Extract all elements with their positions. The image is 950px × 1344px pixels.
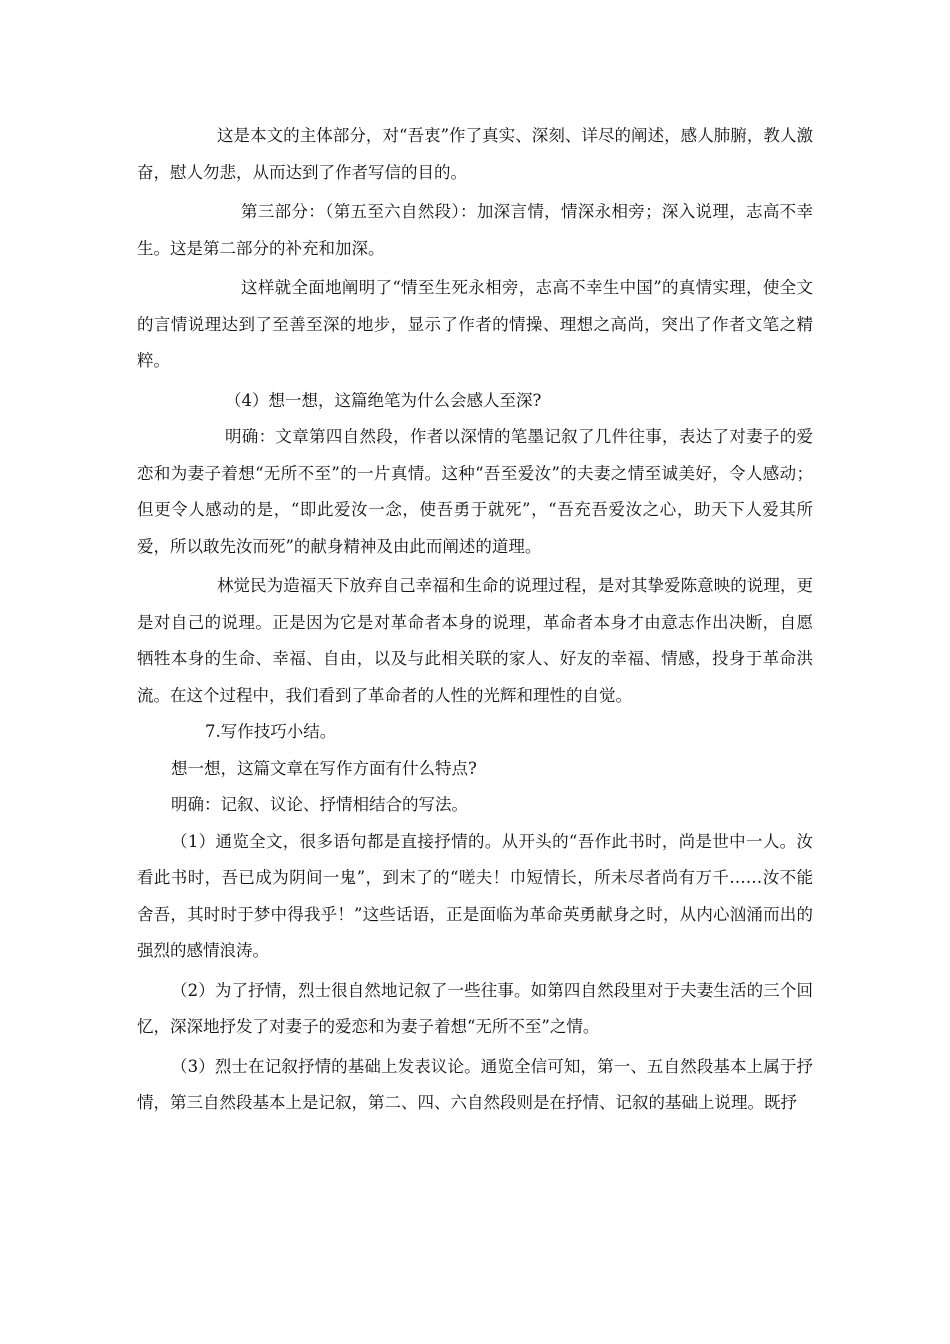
question-writing: 想一想，这篇文章在写作方面有什么特点? [171, 758, 477, 778]
point-2: （2）为了抒情，烈士很自然地记叙了一些往事。如第四自然段里对于夫妻生活的三个回忆，深深地抒发了对妻子的爱恋和为妻子着想“无所不至”之情。 [137, 980, 813, 1036]
answer-4: 明确：文章第四自然段，作者以深情的笔墨记叙了几件往事，表达了对妻子的爱恋和为妻子着想“无所不至”的一片真情。这种“吾至爱汝”的夫妻之情至诚美好，令人感动；但更令人感动的是，“即此爱汝一念，使吾勇于就死”，“吾充吾爱汝之心，助天下人爱其所爱，所以敢先汝而死”的献身精神及由此而阐述的道理。 [137, 427, 813, 556]
point-1: （1）通览全文，很多语句都是直接抒情的。从开头的“吾作此书时，尚是世中一人。汝看此书时，吾已成为阴间一鬼”，到末了的“嗟夫！巾短情长，所未尽者尚有万千……汝不能舍吾，其时时于梦中得我乎！”这些话语，正是面临为革命英勇献身之时，从内心汹涌而出的强烈的感情浪涛。 [137, 831, 813, 960]
paragraph-part-three: 第三部分：（第五至六自然段）：加深言情，情深永相旁；深入说理，志高不幸生。这是第二部分的补充和加深。 [137, 202, 813, 258]
paragraph-conclusion: 这样就全面地阐明了“情至生死永相旁，志高不幸生中国”的真情实理，使全文的言情说理达到了至善至深的地步，显示了作者的情操、理想之高尚，突出了作者文笔之精粹。 [137, 278, 813, 370]
section-heading-7: 7.写作技巧小结。 [205, 722, 337, 741]
paragraph-main-body-summary: 这是本文的主体部分，对“吾衷”作了真实、深刻、详尽的阐述，感人肺腑，教人激奋，慰人勿悲，从而达到了作者写信的目的。 [137, 126, 813, 182]
answer-writing: 明确：记叙、议论、抒情相结合的写法。 [171, 795, 468, 814]
point-3: （3）烈士在记叙抒情的基础上发表议论。通览全信可知，第一、五自然段基本上属于抒情，第三自然段基本上是记叙，第二、四、六自然段则是在抒情、记叙的基础上说理。既抒 [137, 1056, 813, 1112]
question-4: （4）想一想，这篇绝笔为什么会感人至深? [225, 390, 542, 410]
paragraph-lin-juemin: 林觉民为造福天下放弃自己幸福和生命的说理过程，是对其挚爱陈意映的说理，更是对自己的说理。正是因为它是对革命者本身的说理，革命者本身才由意志作出决断，自愿牺牲本身的生命、幸福、自由，以及与此相关联的家人、好友的幸福、情感，投身于革命洪流。在这个过程中，我们看到了革命者的人性的光辉和理性的自觉。 [137, 576, 813, 705]
document-body [137, 118, 813, 1122]
